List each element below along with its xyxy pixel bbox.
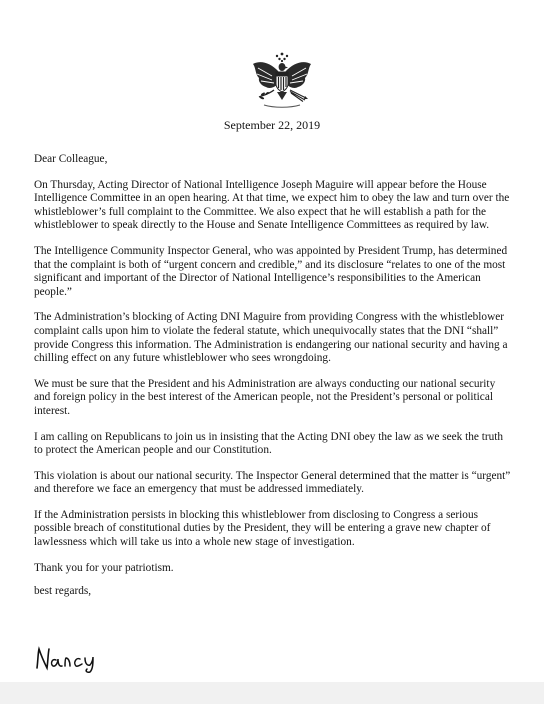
paragraph-6: This violation is about our national security. The Inspector General determined that the matter is “urgent” and therefore we face an emergency that must be addressed immediately. [34,469,511,496]
letter-date: September 22, 2019 [223,118,321,132]
paragraph-2: The Intelligence Community Inspector General, who was appointed by President Trump, has determined that the complaint is both of “urgent concern and credible,” and its disclosure “relates to one of the most significant and important of the Director of National Intelligence’s responsibilities to the American people.” [34,244,508,298]
paragraph-3: The Administration’s blocking of Acting DNI Maguire from providing Congress with the whistleblower complaint calls upon him to violate the federal statute, which unequivocally states that the DNI “shall” provide Congress this information. The Administration is endangering our national security and having a chilling effect on any future whistleblower who sees wrongdoing. [34,311,508,365]
paragraph-5: I am calling on Republicans to join us in insisting that the Acting DNI obey the law as we seek the truth to protect the American people and our Constitution. [34,430,504,457]
salutation: Dear Colleague, [34,153,108,165]
signoff: best regards, [34,585,92,598]
signature [34,644,114,674]
eagle-seal-icon [250,50,314,112]
paragraph-7: If the Administration persists in blocking this whistleblower from disclosing to Congress a serious possible breach of constitutional duties by the President, they will be entering a grave new chapter of lawlessness which will take us into a whole new stage of investigation. [34,508,491,549]
paragraph-4: We must be sure that the President and his Administration are always conducting our national security and foreign policy in the best interest of the American people, not the President’s personal or political interest. [34,377,496,417]
letter-body [34,153,512,599]
closing-line: Thank you for your patriotism. [34,561,174,574]
paragraph-1: On Thursday, Acting Director of National Intelligence Joseph Maguire will appear before the House Intelligence Committee in an open hearing. At that time, we expect him to obey the law and turn over the whistleblower’s full complaint to the Committee. We also expect that he will establish a path for the whistleblower to speak directly to the House and Senate Intelligence Committees as required by law. [34,178,510,232]
